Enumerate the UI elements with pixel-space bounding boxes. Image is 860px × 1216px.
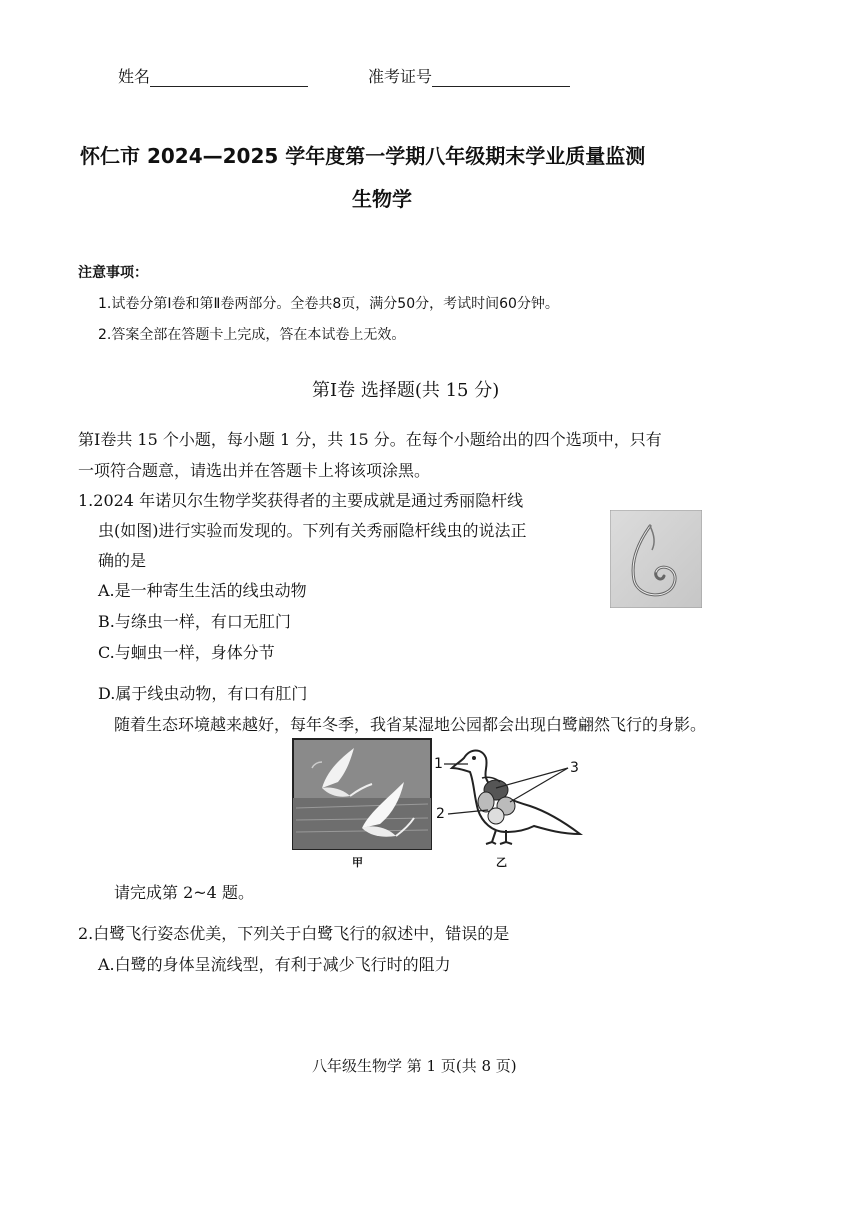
exam-number-field bbox=[368, 64, 570, 87]
q1-option-c: C.与蛔虫一样，身体分节 bbox=[98, 643, 275, 662]
diagram-label-2: 2 bbox=[436, 806, 445, 822]
q1-option-d: D.属于线虫动物，有口有肛门 bbox=[98, 684, 308, 703]
exam-number-blank bbox=[432, 68, 570, 87]
exam-number-label: 准考证号 bbox=[368, 67, 433, 86]
egret-intro: 随着生态环境越来越好，每年冬季，我省某湿地公园都会出现白鹭翩然飞行的身影。 bbox=[114, 715, 707, 734]
q2-option-a: A.白鹭的身体呈流线型，有利于减少飞行时的阻力 bbox=[98, 955, 451, 974]
page-footer: 八年级生物学 第 1 页(共 8 页) bbox=[312, 1057, 517, 1075]
diagram-label-1: 1 bbox=[434, 756, 443, 772]
egret-photo bbox=[292, 738, 432, 850]
q2-stem: 2.白鹭飞行姿态优美，下列关于白鹭飞行的叙述中，错误的是 bbox=[78, 924, 510, 943]
q1-stem-line1: 1.2024 年诺贝尔生物学奖获得者的主要成就是通过秀丽隐杆线 bbox=[78, 491, 524, 510]
q1-option-a: A.是一种寄生生活的线虫动物 bbox=[98, 581, 307, 600]
name-blank bbox=[150, 68, 308, 87]
section-intro-line1: 第Ⅰ卷共 15 个小题，每小题 1 分，共 15 分。在每个小题给出的四个选项中，只有 bbox=[78, 430, 662, 449]
note-item-2: 2.答案全部在答题卡上完成，答在本试卷上无效。 bbox=[98, 327, 406, 343]
figure-b-caption: 乙 bbox=[496, 856, 507, 869]
bird-anatomy-diagram bbox=[430, 738, 590, 850]
figure-a-caption: 甲 bbox=[352, 856, 363, 869]
notes-heading: 注意事项： bbox=[78, 265, 148, 281]
section-intro-line2: 一项符合题意，请选出并在答题卡上将该项涂黑。 bbox=[78, 461, 431, 480]
egret-followup: 请完成第 2~4 题。 bbox=[114, 883, 254, 902]
diagram-label-3: 3 bbox=[570, 760, 579, 776]
name-label: 姓名 bbox=[118, 67, 151, 86]
section-heading: 第Ⅰ卷 选择题(共 15 分) bbox=[312, 380, 500, 401]
nematode-image bbox=[610, 510, 702, 608]
q1-option-b: B.与绦虫一样，有口无肛门 bbox=[98, 612, 291, 631]
exam-title: 怀仁市 2024—2025 学年度第一学期八年级期末学业质量监测 bbox=[80, 144, 646, 168]
note-item-1: 1.试卷分第Ⅰ卷和第Ⅱ卷两部分。全卷共8页，满分50分，考试时间60分钟。 bbox=[98, 296, 559, 312]
q1-stem-line3: 确的是 bbox=[98, 551, 147, 570]
q1-stem-line2: 虫(如图)进行实验而发现的。下列有关秀丽隐杆线虫的说法正 bbox=[98, 521, 527, 540]
name-field bbox=[118, 64, 308, 87]
subject-title: 生物学 bbox=[352, 187, 412, 211]
